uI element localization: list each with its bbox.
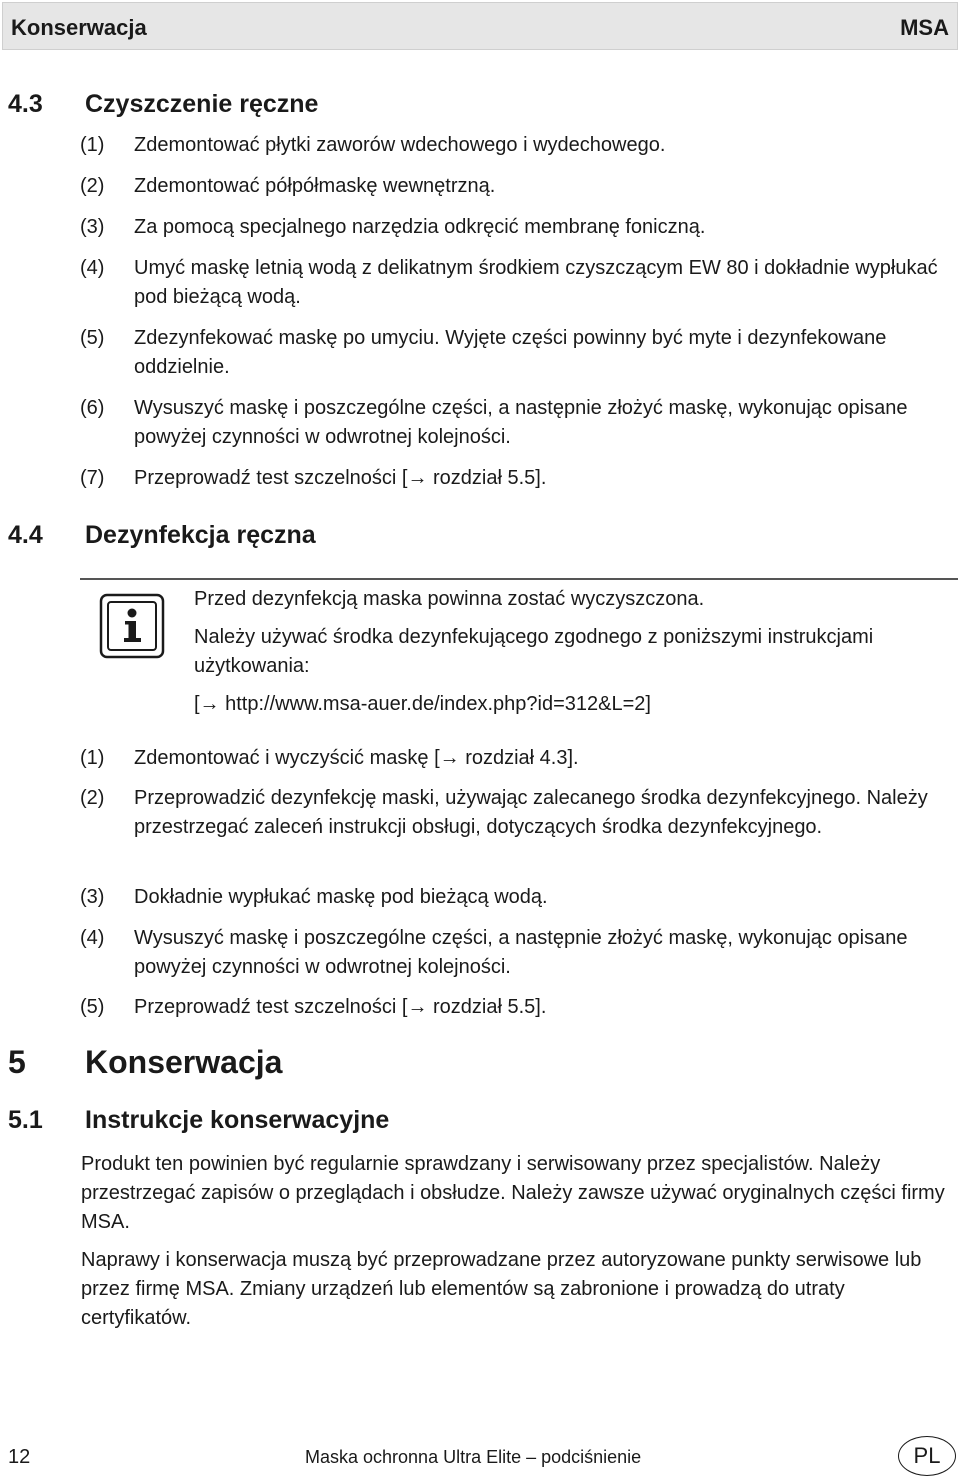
list-item — [80, 213, 958, 242]
step-number: (5) — [80, 327, 105, 349]
note-divider — [80, 578, 958, 580]
step-number: (4) — [80, 927, 105, 949]
chapter-number: 5 — [8, 1044, 26, 1080]
page-number: 12 — [8, 1446, 31, 1468]
step-number: (4) — [80, 257, 105, 279]
list-item — [80, 883, 958, 912]
list-item — [80, 131, 958, 160]
list-item — [80, 254, 958, 312]
section-number: 4.4 — [8, 521, 43, 549]
step-text: Przeprowadź test szczelności [→ rozdział 5.5]. — [134, 467, 547, 489]
step-number: (6) — [80, 397, 105, 419]
paragraph: Produkt ten powinien być regularnie sprawdzany i serwisowany przez specjalistów. Należy przestrzegać zapisów o przeglądach i obsłudze. Należy zawsze używać oryginalnych części firmy MSA. — [81, 1153, 945, 1233]
step-text: Umyć maskę letnią wodą z delikatnym środkiem czyszczącym EW 80 i dokładnie wypłukać pod bieżącą wodą. — [134, 257, 938, 308]
step-number: (5) — [80, 996, 105, 1018]
list-item — [80, 744, 958, 773]
step-text: Zdezynfekować maskę po umyciu. Wyjęte części powinny być myte i dezynfekowane oddzielnie. — [134, 327, 887, 378]
section-number: 4.3 — [8, 90, 43, 118]
header-brand: MSA — [900, 15, 949, 40]
section-title: Instrukcje konserwacyjne — [85, 1106, 390, 1134]
step-text: Zdemontować płytki zaworów wdechowego i wydechowego. — [134, 134, 666, 156]
step-text: Za pomocą specjalnego narzędzia odkręcić membranę foniczną. — [134, 216, 706, 238]
step-number: (7) — [80, 467, 105, 489]
step-number: (3) — [80, 216, 105, 238]
list-item — [80, 172, 958, 201]
list-item — [80, 324, 958, 382]
note-text: Przed dezynfekcją maska powinna zostać wyczyszczona. — [194, 588, 705, 610]
list-item — [80, 394, 958, 452]
step-text: Wysuszyć maskę i poszczególne części, a następnie złożyć maskę, wykonując opisane powyżej czynności w odwrotnej kolejności. — [134, 397, 908, 448]
list-item — [80, 993, 958, 1022]
header-title: Konserwacja — [11, 15, 147, 40]
section-title: Dezynfekcja ręczna — [85, 521, 316, 549]
step-number: (2) — [80, 787, 105, 809]
step-number: (3) — [80, 886, 105, 908]
step-text: Wysuszyć maskę i poszczególne części, a następnie złożyć maskę, wykonując opisane powyżej czynności w odwrotnej kolejności. — [134, 927, 908, 978]
step-number: (1) — [80, 134, 105, 156]
footer-doc-title: Maska ochronna Ultra Elite – podciśnienie — [305, 1447, 642, 1467]
note-link[interactable]: [→ http://www.msa-auer.de/index.php?id=312&L=2] — [194, 693, 651, 715]
step-text: Dokładnie wypłukać maskę pod bieżącą wodą. — [134, 886, 548, 908]
list-item — [80, 464, 958, 493]
language-badge: PL — [898, 1436, 956, 1476]
page-header — [2, 2, 958, 50]
info-icon — [99, 593, 165, 659]
list-item — [80, 924, 958, 982]
chapter-title: Konserwacja — [85, 1044, 283, 1080]
section-number: 5.1 — [8, 1106, 43, 1134]
list-item — [80, 784, 958, 842]
step-number: (1) — [80, 747, 105, 769]
step-text: Zdemontować i wyczyścić maskę [→ rozdział 4.3]. — [134, 747, 579, 769]
step-text: Zdemontować półpółmaskę wewnętrzną. — [134, 175, 496, 197]
step-text: Przeprowadzić dezynfekcję maski, używając zalecanego środka dezynfekcyjnego. Należy przestrzegać zaleceń instrukcji obsługi, dotyczących środka dezynfekcyjnego. — [134, 787, 928, 838]
note-text: Należy używać środka dezynfekującego zgodnego z poniższymi instrukcjami użytkowania: — [194, 626, 874, 677]
step-number: (2) — [80, 175, 105, 197]
step-text: Przeprowadź test szczelności [→ rozdział 5.5]. — [134, 996, 547, 1018]
section-title: Czyszczenie ręczne — [85, 90, 319, 118]
paragraph: Naprawy i konserwacja muszą być przeprowadzane przez autoryzowane punkty serwisowe lub przez firmę MSA. Zmiany urządzeń lub elementów są zabronione i prowadzą do utraty certyfikatów. — [81, 1249, 922, 1329]
